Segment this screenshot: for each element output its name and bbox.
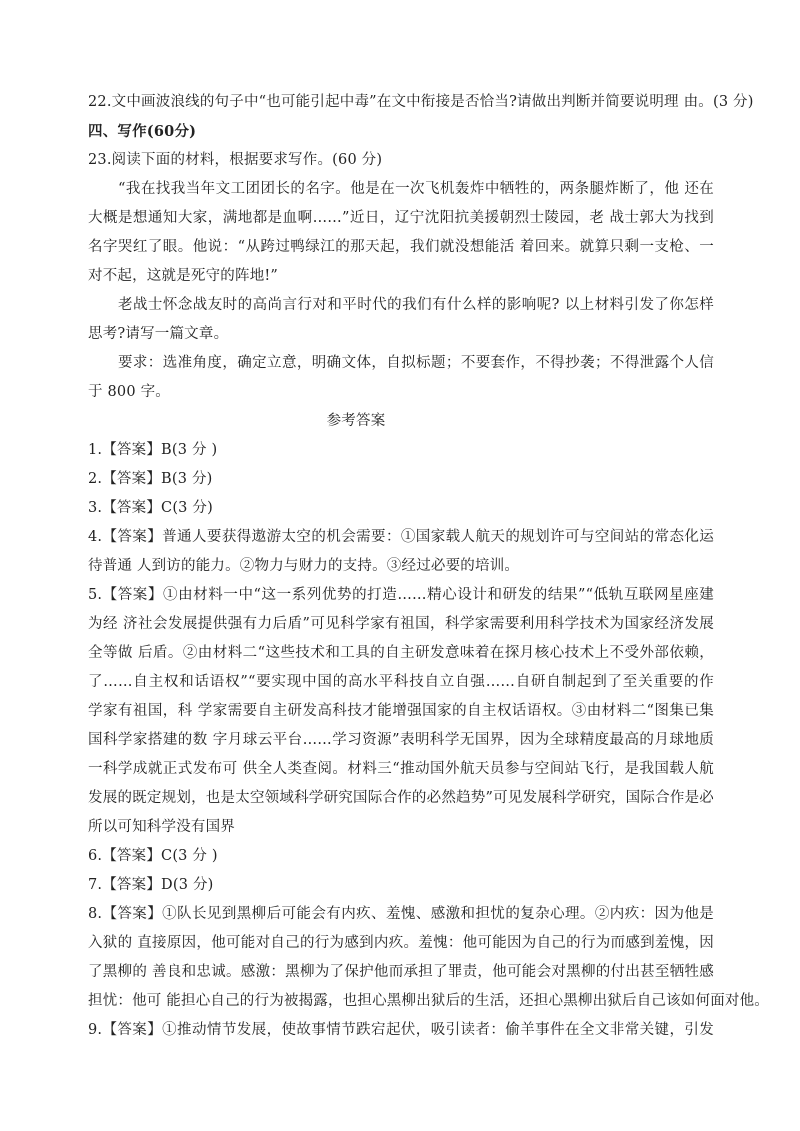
answer-8-cont: 了黑柳的 善良和忠诚。感激：黑柳为了保护他而承担了罪责，他可能会对黑柳的付出甚至牺牲感 [88,964,714,980]
answer-5-cont: 了……自主权和话语权”“要实现中国的高水平科技自立自强……自研自制起到了至关重要的作 [88,674,714,690]
document-page [88,88,770,1045]
answer-8: 8.【答案】①队长见到黑柳后可能会有内疚、羞愧、感激和担忧的复杂心理。②内疚：因为他是 [88,906,714,922]
answer-5-cont: 国科学家搭建的数 字月球云平台……学习资源”表明科学无国界，因为全球精度最高的月球地质 [88,732,714,748]
answer-1: 1.【答案】B(3 分 ) [88,442,218,458]
material-line: “我在找我当年文工团团长的名字。他是在一次飞机轰炸中牺牲的，两条腿炸断了，他 还在 [118,181,714,197]
prompt-line: 老战士怀念战友时的高尚言行对和平时代的我们有什么样的影响呢? 以上材料引发了你怎样 [118,297,714,313]
answer-5: 5.【答案】①由材料一中“这一系列优势的打造……精心设计和研发的结果”“低轨互联网星座建 [88,587,714,603]
answer-5-cont: 一科学成就正式发布可 供全人类查阅。材料三“推动国外航天员参与空间站飞行，是我国载人航 [88,761,714,777]
answer-9: 9.【答案】①推动情节发展，使故事情节跌宕起伏，吸引读者：偷羊事件在全文非常关键，引发 [88,1022,714,1038]
answer-5-cont: 所以可知科学没有国界 [88,819,235,835]
answer-4-cont: 待普通 人到访的能力。②物力与财力的支持。③经过必要的培训。 [88,558,520,574]
requirement-line: 要求：选准角度，确定立意，明确文体，自拟标题；不要套作，不得抄袭；不得泄露个人信 [118,355,714,371]
material-line: 大概是想通知大家，满地都是血啊……”近日，辽宁沈阳抗美援朝烈士陵园，老 战士郭大为找到 [88,210,714,226]
prompt-line: 思考?请写一篇文章。 [88,326,229,342]
requirement-line: 于 800 字。 [88,384,170,400]
material-line: 对不起，这就是死守的阵地!” [88,268,279,284]
answer-6: 6.【答案】C(3 分 ) [88,848,218,864]
question-22: 22.文中画波浪线的句子中“也可能引起中毒”在文中衔接是否恰当?请做出判断并简要说明理 由。(3 分) [88,94,754,110]
answer-8-cont: 担忧：他可 能担心自己的行为被揭露，也担心黑柳出狱后的生活，还担心黑柳出狱后自己该如何面对他。 [88,993,770,1009]
answer-8-cont: 入狱的 直接原因，他可能对自己的行为感到内疚。羞愧：他可能因为自己的行为而感到羞愧，因 [88,935,714,951]
section-heading-writing: 四、写作(60分) [88,123,197,140]
answer-7: 7.【答案】D(3 分) [88,877,214,893]
answer-5-cont: 全等做 后盾。②由材料二“这些技术和工具的自主研发意味着在探月核心技术上不受外部依赖， [88,645,714,661]
answer-5-cont: 为经 济社会发展提供强有力后盾”可见科学家有祖国，科学家需要利用科学技术为国家经济发展 [88,616,714,632]
answer-3: 3.【答案】C(3 分) [88,500,213,516]
answer-2: 2.【答案】B(3 分) [88,471,213,487]
question-23: 23.阅读下面的材料，根据要求写作。(60 分) [88,152,383,168]
answer-5-cont: 学家有祖国，科 学家需要自主研发高科技才能增强国家的自主权话语权。③由材料二“图集已集 [88,703,714,719]
answer-key-heading: 参考答案 [326,413,386,429]
answer-4: 4.【答案】普通人要获得遨游太空的机会需要：①国家载人航天的规划许可与空间站的常态化运 [88,529,714,545]
answer-5-cont: 发展的既定规划，也是太空领域科学研究国际合作的必然趋势”可见发展科学研究，国际合作是必 [88,790,714,806]
material-line: 名字哭红了眼。他说：“从跨过鸭绿江的那天起，我们就没想能活 着回来。就算只剩一支枪、一 [88,239,714,255]
